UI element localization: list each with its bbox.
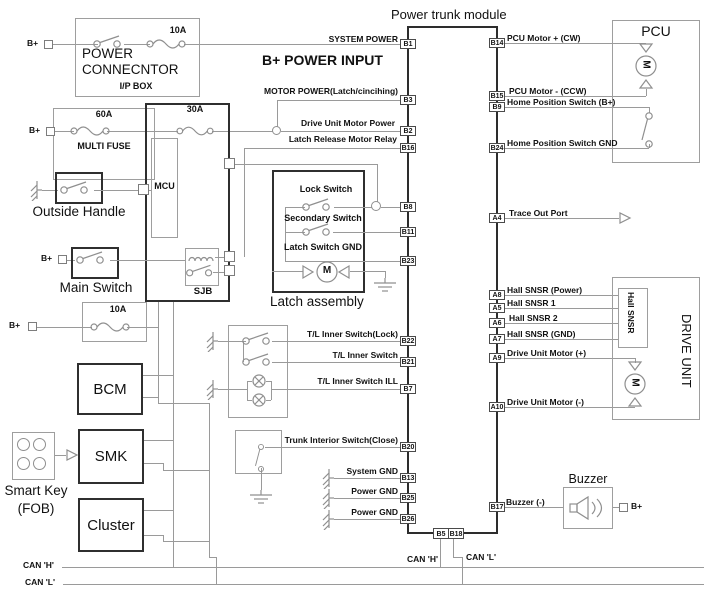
bplus-terminal-3 bbox=[58, 255, 67, 264]
shape bbox=[255, 444, 263, 471]
pin-b11: B11 bbox=[401, 229, 415, 236]
home-position-gnd-label: Home Position Switch GND bbox=[507, 138, 618, 148]
wire bbox=[163, 541, 210, 542]
pin-b22: B22 bbox=[401, 338, 415, 345]
wire bbox=[505, 339, 618, 340]
main-switch-label: Main Switch bbox=[59, 280, 133, 295]
wire bbox=[63, 584, 704, 585]
latch-release-relay-label: Latch Release Motor Relay bbox=[288, 134, 397, 144]
pin-b3: B3 bbox=[400, 95, 416, 105]
lock-switch-label: Lock Switch bbox=[299, 184, 353, 194]
shape bbox=[147, 40, 185, 48]
pin-b13: B13 bbox=[401, 475, 415, 482]
wire bbox=[144, 440, 173, 441]
wire bbox=[173, 302, 174, 568]
wire bbox=[62, 567, 704, 568]
wire bbox=[505, 323, 618, 324]
hall-2-label: Hall SNSR 2 bbox=[509, 313, 558, 323]
lamp-icon bbox=[252, 393, 266, 407]
sjb-fuse-rating: 30A bbox=[186, 104, 204, 114]
switch-icon bbox=[300, 196, 336, 212]
wire bbox=[216, 557, 217, 585]
tl-switch-label: T/L Inner Switch bbox=[332, 350, 398, 360]
wire bbox=[350, 271, 385, 272]
system-gnd-label: System GND bbox=[346, 466, 398, 476]
pin-b18: B18 bbox=[448, 528, 464, 539]
ground-icon bbox=[320, 467, 334, 489]
wire bbox=[266, 400, 271, 401]
wire bbox=[144, 510, 173, 511]
fuse-icon bbox=[146, 37, 186, 51]
secondary-switch-label: Secondary Switch bbox=[284, 213, 362, 223]
wire bbox=[143, 397, 158, 398]
shape bbox=[253, 394, 265, 406]
b-power-input-label: B+ POWER INPUT bbox=[262, 52, 383, 68]
can-h-label-left: CAN 'H' bbox=[23, 560, 54, 570]
latch-motor-letter: M bbox=[322, 265, 332, 276]
wire bbox=[462, 532, 498, 534]
shape bbox=[253, 375, 265, 387]
buzzer-label: Buzzer bbox=[568, 472, 608, 486]
shape bbox=[323, 469, 334, 489]
wire bbox=[209, 403, 210, 557]
ip-box-label: I/P BOX bbox=[119, 81, 153, 91]
shape bbox=[77, 252, 103, 263]
pin-a4: A4 bbox=[489, 213, 505, 223]
bplus-label-1: B+ bbox=[27, 38, 39, 48]
multi-fuse-name: MULTI FUSE bbox=[77, 141, 131, 151]
wire bbox=[163, 463, 164, 470]
shape bbox=[71, 127, 109, 135]
ground-icon bbox=[204, 330, 218, 352]
drive-unit-motor-power-label: Drive Unit Motor Power bbox=[301, 118, 395, 128]
ground-icon bbox=[204, 378, 218, 400]
wire bbox=[440, 539, 441, 567]
pin-a10: A10 bbox=[490, 404, 504, 411]
bplus-terminal-4 bbox=[28, 322, 37, 331]
pin-b26: B26 bbox=[401, 516, 415, 523]
buzzer-bplus-terminal bbox=[619, 503, 628, 512]
drive-motor-minus-label: Drive Unit Motor (-) bbox=[507, 397, 584, 407]
pin-b7: B7 bbox=[400, 384, 416, 394]
wire bbox=[277, 100, 400, 101]
wire bbox=[144, 463, 163, 464]
pin-a5: A5 bbox=[489, 303, 505, 313]
tl-ill-label: T/L Inner Switch ILL bbox=[317, 376, 398, 386]
switch-icon bbox=[240, 330, 276, 346]
shape bbox=[303, 224, 329, 235]
outside-handle-label: Outside Handle bbox=[32, 204, 126, 219]
wire bbox=[334, 498, 400, 499]
latch-assembly-label: Latch assembly bbox=[270, 294, 364, 309]
shape bbox=[250, 490, 272, 503]
pin-b9: B9 bbox=[489, 102, 505, 112]
shape bbox=[303, 199, 329, 210]
switch-icon bbox=[240, 351, 276, 367]
pin-b17: B17 bbox=[490, 504, 504, 511]
wire bbox=[272, 362, 400, 363]
module-title: Power trunk module bbox=[391, 7, 507, 22]
shape bbox=[187, 265, 212, 276]
pcu-motor-letter: M bbox=[640, 60, 652, 69]
pin-b5: B5 bbox=[433, 528, 449, 539]
wire bbox=[381, 207, 400, 208]
mcu-label: MCU bbox=[154, 181, 175, 191]
pin-b2: B2 bbox=[400, 126, 416, 136]
pin-b8: B8 bbox=[400, 202, 416, 212]
shape bbox=[620, 213, 630, 223]
wire bbox=[110, 260, 185, 261]
pin-a7: A7 bbox=[489, 334, 505, 344]
latch-switch-gnd-label: Latch Switch GND bbox=[283, 242, 362, 252]
wire bbox=[505, 308, 618, 309]
shape bbox=[67, 450, 77, 460]
wire bbox=[144, 535, 163, 536]
hall-gnd-label: Hall SNSR (GND) bbox=[507, 329, 576, 339]
can-l-label-mid: CAN 'L' bbox=[466, 552, 497, 562]
shape bbox=[31, 181, 42, 201]
tl-lock-label: T/L Inner Switch(Lock) bbox=[307, 329, 398, 339]
power-gnd-label-2: Power GND bbox=[351, 507, 398, 517]
power-connector-name-1: POWER bbox=[82, 46, 134, 61]
shape bbox=[243, 333, 269, 344]
can-l-label-left: CAN 'L' bbox=[25, 577, 56, 587]
switch-icon bbox=[253, 443, 269, 473]
wire bbox=[377, 164, 378, 202]
pin-b25: B25 bbox=[401, 495, 415, 502]
can-h-label-mid: CAN 'H' bbox=[407, 554, 438, 564]
smart-key-label-1: Smart Key bbox=[4, 483, 68, 498]
smart-key-label-2: (FOB) bbox=[17, 501, 55, 516]
wire bbox=[453, 557, 462, 558]
smart-key-button bbox=[17, 457, 30, 470]
wire bbox=[385, 271, 386, 278]
drive-motor-plus-label: Drive Unit Motor (+) bbox=[507, 348, 587, 358]
pcu-switch-icon bbox=[641, 110, 657, 150]
inline-connector bbox=[371, 201, 381, 211]
bcm-box: BCM bbox=[77, 363, 143, 415]
wire bbox=[158, 403, 210, 404]
pin-b15: B15 bbox=[490, 93, 504, 100]
shape bbox=[642, 113, 652, 147]
shape bbox=[61, 182, 87, 193]
shape bbox=[207, 380, 218, 400]
wire bbox=[505, 218, 619, 219]
motor-power-label: MOTOR POWER(Latch/cincihing) bbox=[264, 86, 398, 96]
hall-power-label: Hall SNSR (Power) bbox=[507, 285, 583, 295]
system-power-label: SYSTEM POWER bbox=[328, 34, 398, 44]
shape bbox=[91, 323, 129, 331]
wire bbox=[271, 389, 400, 390]
wire bbox=[215, 257, 224, 258]
wire bbox=[143, 375, 173, 376]
sjb-connector-1 bbox=[224, 158, 235, 169]
sjb-label: SJB bbox=[193, 286, 213, 297]
pin-a9: A9 bbox=[489, 353, 505, 363]
ground-icon bbox=[373, 278, 397, 294]
bplus-label-4: B+ bbox=[9, 320, 21, 330]
bplus-label-2: B+ bbox=[29, 125, 41, 135]
pcu-motor-plus-label: PCU Motor + (CW) bbox=[507, 33, 581, 43]
shape bbox=[243, 354, 269, 365]
fuse-rating-label: 10A bbox=[169, 25, 187, 35]
wire bbox=[505, 295, 618, 296]
wire bbox=[272, 341, 400, 342]
wire bbox=[265, 447, 400, 448]
lamp-icon bbox=[252, 374, 266, 388]
shape bbox=[374, 278, 396, 291]
pin-a6: A6 bbox=[489, 318, 505, 328]
shape bbox=[570, 497, 602, 519]
home-position-b-label: Home Position Switch (B+) bbox=[507, 97, 616, 107]
pcu-label: PCU bbox=[641, 23, 671, 39]
wire bbox=[244, 148, 400, 149]
trace-out-label: Trace Out Port bbox=[509, 208, 568, 218]
relay-switch-icon bbox=[184, 262, 218, 278]
bplus-label-3: B+ bbox=[41, 253, 53, 263]
trunk-interior-switch-label: Trunk Interior Switch(Close) bbox=[284, 435, 398, 445]
pin-b20: B20 bbox=[401, 444, 415, 451]
hall-sensor-label: Hall SNSR bbox=[626, 292, 636, 334]
shape bbox=[189, 258, 213, 262]
wire bbox=[266, 381, 271, 382]
ground-icon bbox=[28, 179, 42, 201]
speaker-icon bbox=[568, 493, 608, 523]
fuse-icon bbox=[90, 320, 130, 334]
arrow-icon bbox=[65, 448, 79, 462]
cluster-box: Cluster bbox=[78, 498, 144, 552]
power-gnd-label-1: Power GND bbox=[351, 486, 398, 496]
smart-key-button bbox=[33, 457, 46, 470]
wire bbox=[218, 389, 247, 390]
switch-icon bbox=[58, 179, 94, 195]
sjb-connector-3 bbox=[224, 265, 235, 276]
wire bbox=[158, 302, 159, 397]
shape bbox=[323, 510, 334, 530]
pin-b21: B21 bbox=[401, 359, 415, 366]
wire bbox=[163, 470, 210, 471]
ground-icon bbox=[320, 508, 334, 530]
fuse-icon bbox=[176, 124, 214, 138]
wire bbox=[271, 381, 272, 400]
sjb-connector-2 bbox=[224, 251, 235, 262]
pin-a8: A8 bbox=[489, 290, 505, 300]
wire bbox=[234, 164, 377, 165]
fuse-icon bbox=[70, 124, 110, 138]
bplus-terminal-2 bbox=[46, 127, 55, 136]
wire bbox=[333, 232, 400, 233]
shape bbox=[323, 489, 334, 509]
pin-b24: B24 bbox=[490, 145, 504, 152]
wire bbox=[334, 478, 400, 479]
multi-fuse-rating: 60A bbox=[95, 109, 113, 119]
drive-unit-label: DRIVE UNIT bbox=[679, 314, 694, 388]
wire bbox=[334, 519, 400, 520]
hall-1-label: Hall SNSR 1 bbox=[507, 298, 556, 308]
wire bbox=[453, 539, 454, 557]
smart-key-button bbox=[17, 438, 30, 451]
wire bbox=[505, 507, 563, 508]
buzzer-minus-label: Buzzer (-) bbox=[506, 497, 545, 507]
wire bbox=[462, 557, 463, 585]
wire bbox=[247, 381, 248, 400]
sjb-connector-0 bbox=[138, 184, 149, 195]
switch-icon bbox=[74, 249, 110, 265]
pcu-motor-minus-label: PCU Motor - (CCW) bbox=[509, 86, 587, 96]
pin-b23: B23 bbox=[401, 258, 415, 265]
wire bbox=[407, 26, 498, 28]
wire bbox=[127, 327, 158, 328]
wire bbox=[334, 207, 372, 208]
power-connector-name-2: CONNECNTOR bbox=[82, 62, 179, 77]
ground-icon bbox=[320, 487, 334, 509]
wire bbox=[281, 131, 400, 132]
pin-b1: B1 bbox=[400, 39, 416, 49]
pin-b16: B16 bbox=[401, 145, 415, 152]
drive-motor-letter: M bbox=[629, 378, 641, 387]
smart-key-button bbox=[33, 438, 46, 451]
wire bbox=[37, 327, 92, 328]
smk-box: SMK bbox=[78, 429, 144, 484]
bplus-terminal-1 bbox=[44, 40, 53, 49]
ground-icon bbox=[249, 490, 273, 506]
switch-icon bbox=[300, 221, 336, 237]
shape bbox=[177, 127, 213, 135]
wire bbox=[272, 271, 303, 272]
wire bbox=[184, 44, 400, 45]
buzzer-bplus-label: B+ bbox=[631, 501, 643, 511]
fuse-10a-rating: 10A bbox=[109, 304, 127, 314]
pin-b14: B14 bbox=[490, 40, 504, 47]
shape bbox=[207, 332, 218, 352]
arrow-icon bbox=[618, 211, 632, 225]
wire bbox=[407, 532, 434, 534]
